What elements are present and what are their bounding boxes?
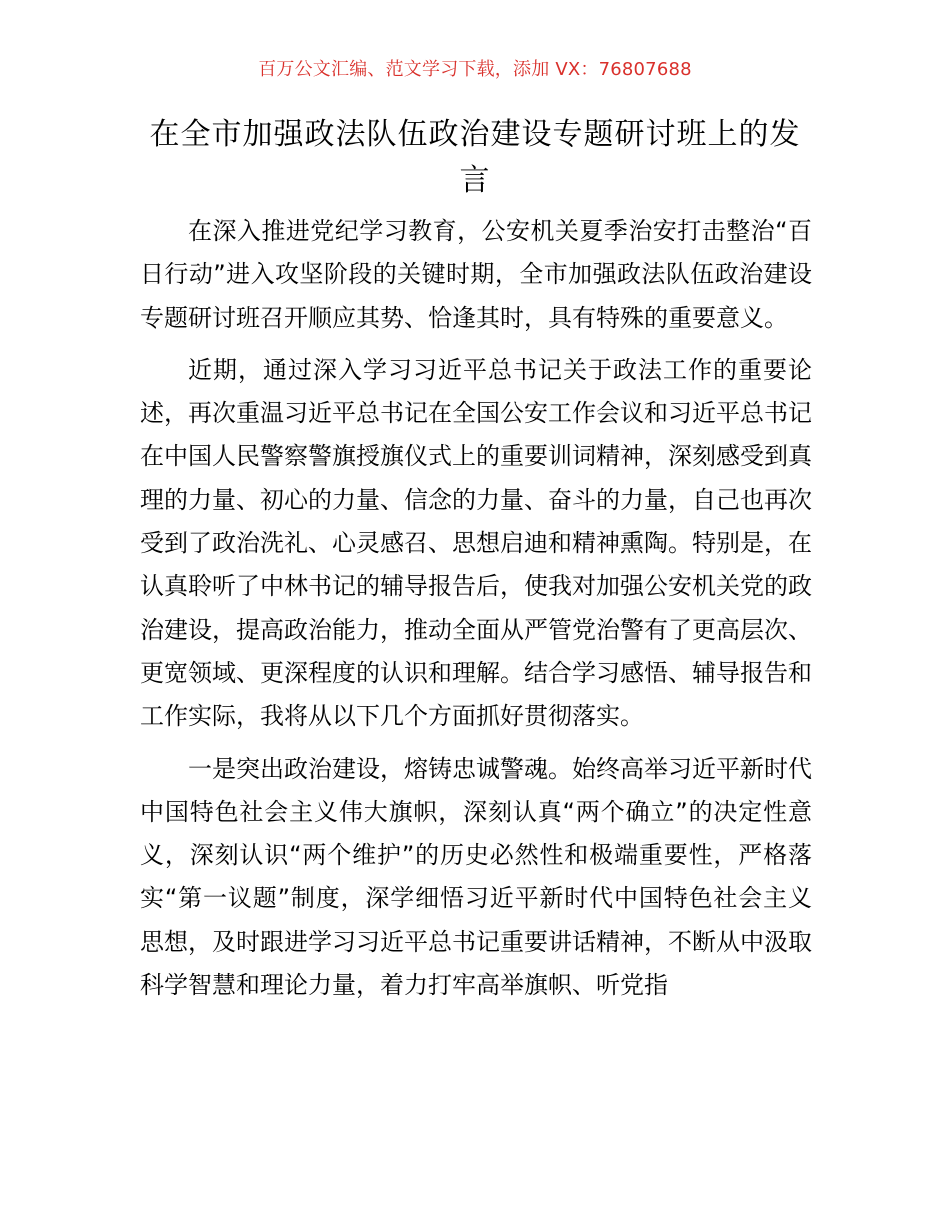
paragraph-1: 在深入推进党纪学习教育，公安机关夏季治安打击整治“百日行动”进入攻坚阶段的关键时期，全市加强政法队伍政治建设专题研讨班召开顺应其势、恰逢其时，具有特殊的重要意义。 <box>140 217 812 332</box>
document-body <box>140 210 812 1016</box>
paragraph-3: 一是突出政治建设，熔铸忠诚警魂。始终高举习近平新时代中国特色社会主义伟大旗帜，深刻认真“两个确立”的决定性意义，深刻认识“两个维护”的历史必然性和极端重要性，严格落实“第一议题”制度，深学细悟习近平新时代中国特色社会主义思想，及时跟进学习习近平总书记重要讲话精神，不断从中汲取科学智慧和理论力量，着力打牢高举旗帜、听党指 <box>140 754 812 1000</box>
document-title: 在全市加强政法队伍政治建设专题研讨班上的发言 <box>149 117 801 198</box>
header-watermark-note: 百万公文汇编、范文学习下载，添加 VX：76807688 <box>258 59 692 80</box>
paragraph-2: 近期，通过深入学习习近平总书记关于政法工作的重要论述，再次重温习近平总书记在全国公安工作会议和习近平总书记在中国人民警察警旗授旗仪式上的重要训词精神，深刻感受到真理的力量、初心的力量、信念的力量、奋斗的力量，自己也再次受到了政治洗礼、心灵感召、思想启迪和精神熏陶。特别是，在认真聆听了中林书记的辅导报告后，使我对加强公安机关党的政治建设，提高政治能力，推动全面从严管党治警有了更高层次、更宽领域、更深程度的认识和理解。结合学习感悟、辅导报告和工作实际，我将从以下几个方面抓好贯彻落实。 <box>140 355 812 731</box>
